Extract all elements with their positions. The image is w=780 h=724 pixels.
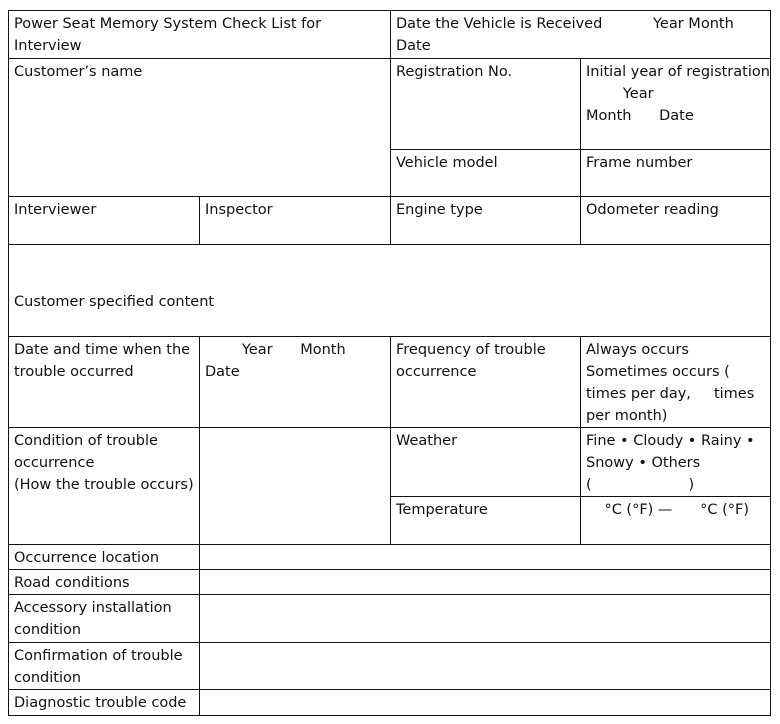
checklist-form <box>8 10 771 716</box>
inspector-cell: Inspector <box>205 202 273 218</box>
condition-value <box>199 427 390 544</box>
grid-line <box>199 336 200 716</box>
temperature-label: Temperature <box>396 502 488 518</box>
grid-line <box>8 569 771 570</box>
grid-line <box>8 544 771 545</box>
condition-label: Condition of trouble occurrence (How the trouble occurs) <box>14 433 194 493</box>
initial-registration-cell: Initial year of registration Year Month Date <box>586 64 770 124</box>
trouble-datetime-value: Year Month Date <box>205 342 346 380</box>
interviewer-cell: Interviewer <box>14 202 97 218</box>
dtc-label: Diagnostic trouble code <box>14 695 187 711</box>
weather-options: Fine • Cloudy • Rainy • Snowy • Others ( ) <box>586 433 755 493</box>
grid-line <box>580 336 581 544</box>
engine-type-cell: Engine type <box>396 202 483 218</box>
trouble-datetime-label: Date and time when the trouble occurred <box>14 342 195 380</box>
checklist-title: Power Seat Memory System Check List for Interview <box>14 16 326 54</box>
date-received-cell: Date the Vehicle is Received Year Month Date <box>396 16 762 54</box>
grid-line <box>390 10 391 244</box>
grid-line <box>8 642 771 643</box>
grid-line <box>390 336 391 544</box>
customer-name-cell: Customer’s name <box>14 64 143 80</box>
vehicle-model-cell: Vehicle model <box>396 155 498 171</box>
temperature-value: °C (°F) — °C (°F) <box>586 502 749 518</box>
frequency-value: Always occurs Sometimes occurs ( times per day, times per month) <box>586 342 755 424</box>
registration-no-cell: Registration No. <box>396 64 513 80</box>
grid-line <box>8 10 9 716</box>
grid-line <box>8 715 771 716</box>
confirmation-label: Confirmation of trouble condition <box>14 648 188 686</box>
grid-line <box>8 689 771 690</box>
occurrence-location-label: Occurrence location <box>14 550 160 566</box>
customer-content-cell <box>8 244 771 336</box>
frequency-label: Frequency of trouble occurrence <box>396 342 551 380</box>
grid-line <box>8 594 771 595</box>
grid-line <box>199 196 200 244</box>
grid-line <box>770 10 771 716</box>
weather-label: Weather <box>396 433 458 449</box>
customer-content-label: Customer specified content <box>14 294 215 310</box>
frame-number-cell: Frame number <box>586 155 693 171</box>
accessory-installation-label: Accessory installation condition <box>14 600 177 638</box>
grid-line <box>580 58 581 244</box>
odometer-cell: Odometer reading <box>586 202 719 218</box>
grid-line <box>8 244 771 245</box>
road-conditions-label: Road conditions <box>14 575 130 591</box>
